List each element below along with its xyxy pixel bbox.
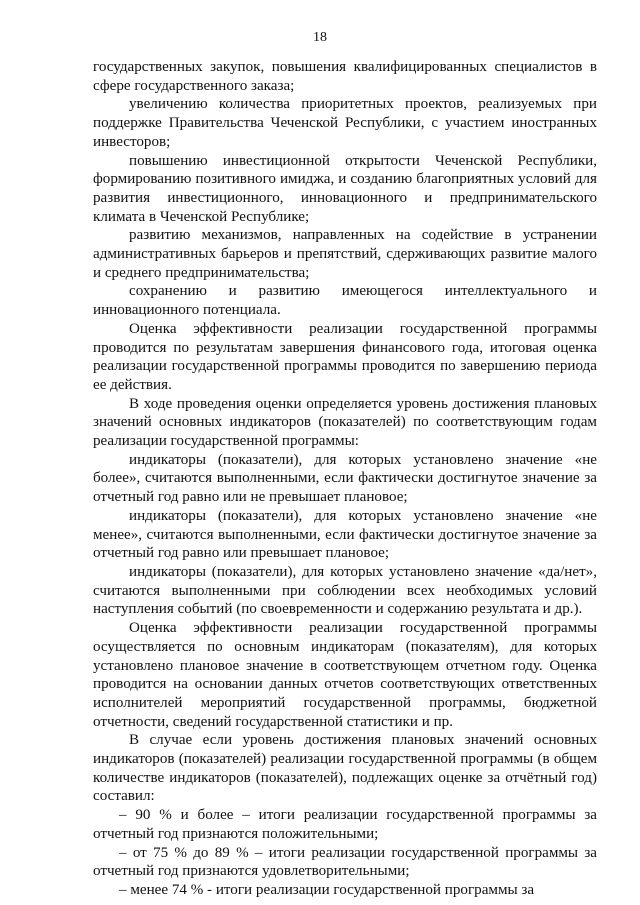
page-number: 18 <box>313 30 327 45</box>
paragraph-procurement: государственных закупок, повышения квалифицированных специалистов в сфере государственного заказа; <box>93 59 597 94</box>
paragraph-intellectual-potential: сохранению и развитию имеющегося интеллектуального и инновационного потенциала. <box>93 283 597 319</box>
paragraph-indicator-not-less: индикаторы (показатели), для которых установлено значение «не менее», считаются выполненными, если фактически достигнутое значение за отчетный год равно или превышает плановое; <box>93 507 597 562</box>
paragraph-priority-projects: увеличению количества приоритетных проектов, реализуемых при поддержке Правительства Чеченской Республики, с участием иностранных инвесторов; <box>93 96 597 150</box>
paragraph-evaluation-basis: Оценка эффективности реализации государственной программы осуществляется по основным индикаторам (показателям), для которых установлено плановое значение в соответствующем отчетном году. Оценка проводится на основании данных отчетов соответствующих ответственных исполнителей мероприятий государственной программы, бюджетной отчетности, сведений государственной статистики и пр. <box>93 620 597 730</box>
list-item-positive: – 90 % и более – итоги реализации государственной программы за отчетный год признаются положительными; <box>93 807 597 842</box>
paragraph-achievement-level: В случае если уровень достижения плановых значений основных индикаторов (показателей) реализации государственной программы (в общем количестве индикаторов (показателей), подлежащих оценке за отчётный год) составил: <box>93 732 597 805</box>
paragraph-administrative-barriers: развитию механизмов, направленных на содействие в устранении административных барьеров и препятствий, сдерживающих развитие малого и среднего предпринимательства; <box>93 227 597 281</box>
document-body <box>93 58 597 900</box>
paragraph-evaluation-timing: Оценка эффективности реализации государственной программы проводится по результатам завершения финансового года, итоговая оценка реализации государственной программы проводится по завершению периода ее действия. <box>93 320 597 393</box>
paragraph-investment-openness: повышению инвестиционной открытости Чеченской Республики, формированию позитивного имиджа, и созданию благоприятных условий для развития инвестиционного, инновационного и предпринимательского климата в Чеченской Республике; <box>93 152 597 225</box>
list-item-satisfactory: – от 75 % до 89 % – итоги реализации государственной программы за отчетный год признаются удовлетворительными; <box>93 844 597 880</box>
list-item-below-74: – менее 74 % - итоги реализации государственной программы за <box>119 881 535 898</box>
paragraph-evaluation-process: В ходе проведения оценки определяется уровень достижения плановых значений основных индикаторов (показателей) по соответствующим годам реализации государственной программы: <box>93 395 597 450</box>
paragraph-indicator-yes-no: индикаторы (показатели), для которых установлено значение «да/нет», считаются выполненными при соблюдении всех необходимых условий наступления событий (по своевременности и содержанию результата и др.). <box>93 563 597 618</box>
paragraph-indicator-not-more: индикаторы (показатели), для которых установлено значение «не более», считаются выполненными, если фактически достигнутое значение за отчетный год равно или не превышает плановое; <box>93 451 597 506</box>
